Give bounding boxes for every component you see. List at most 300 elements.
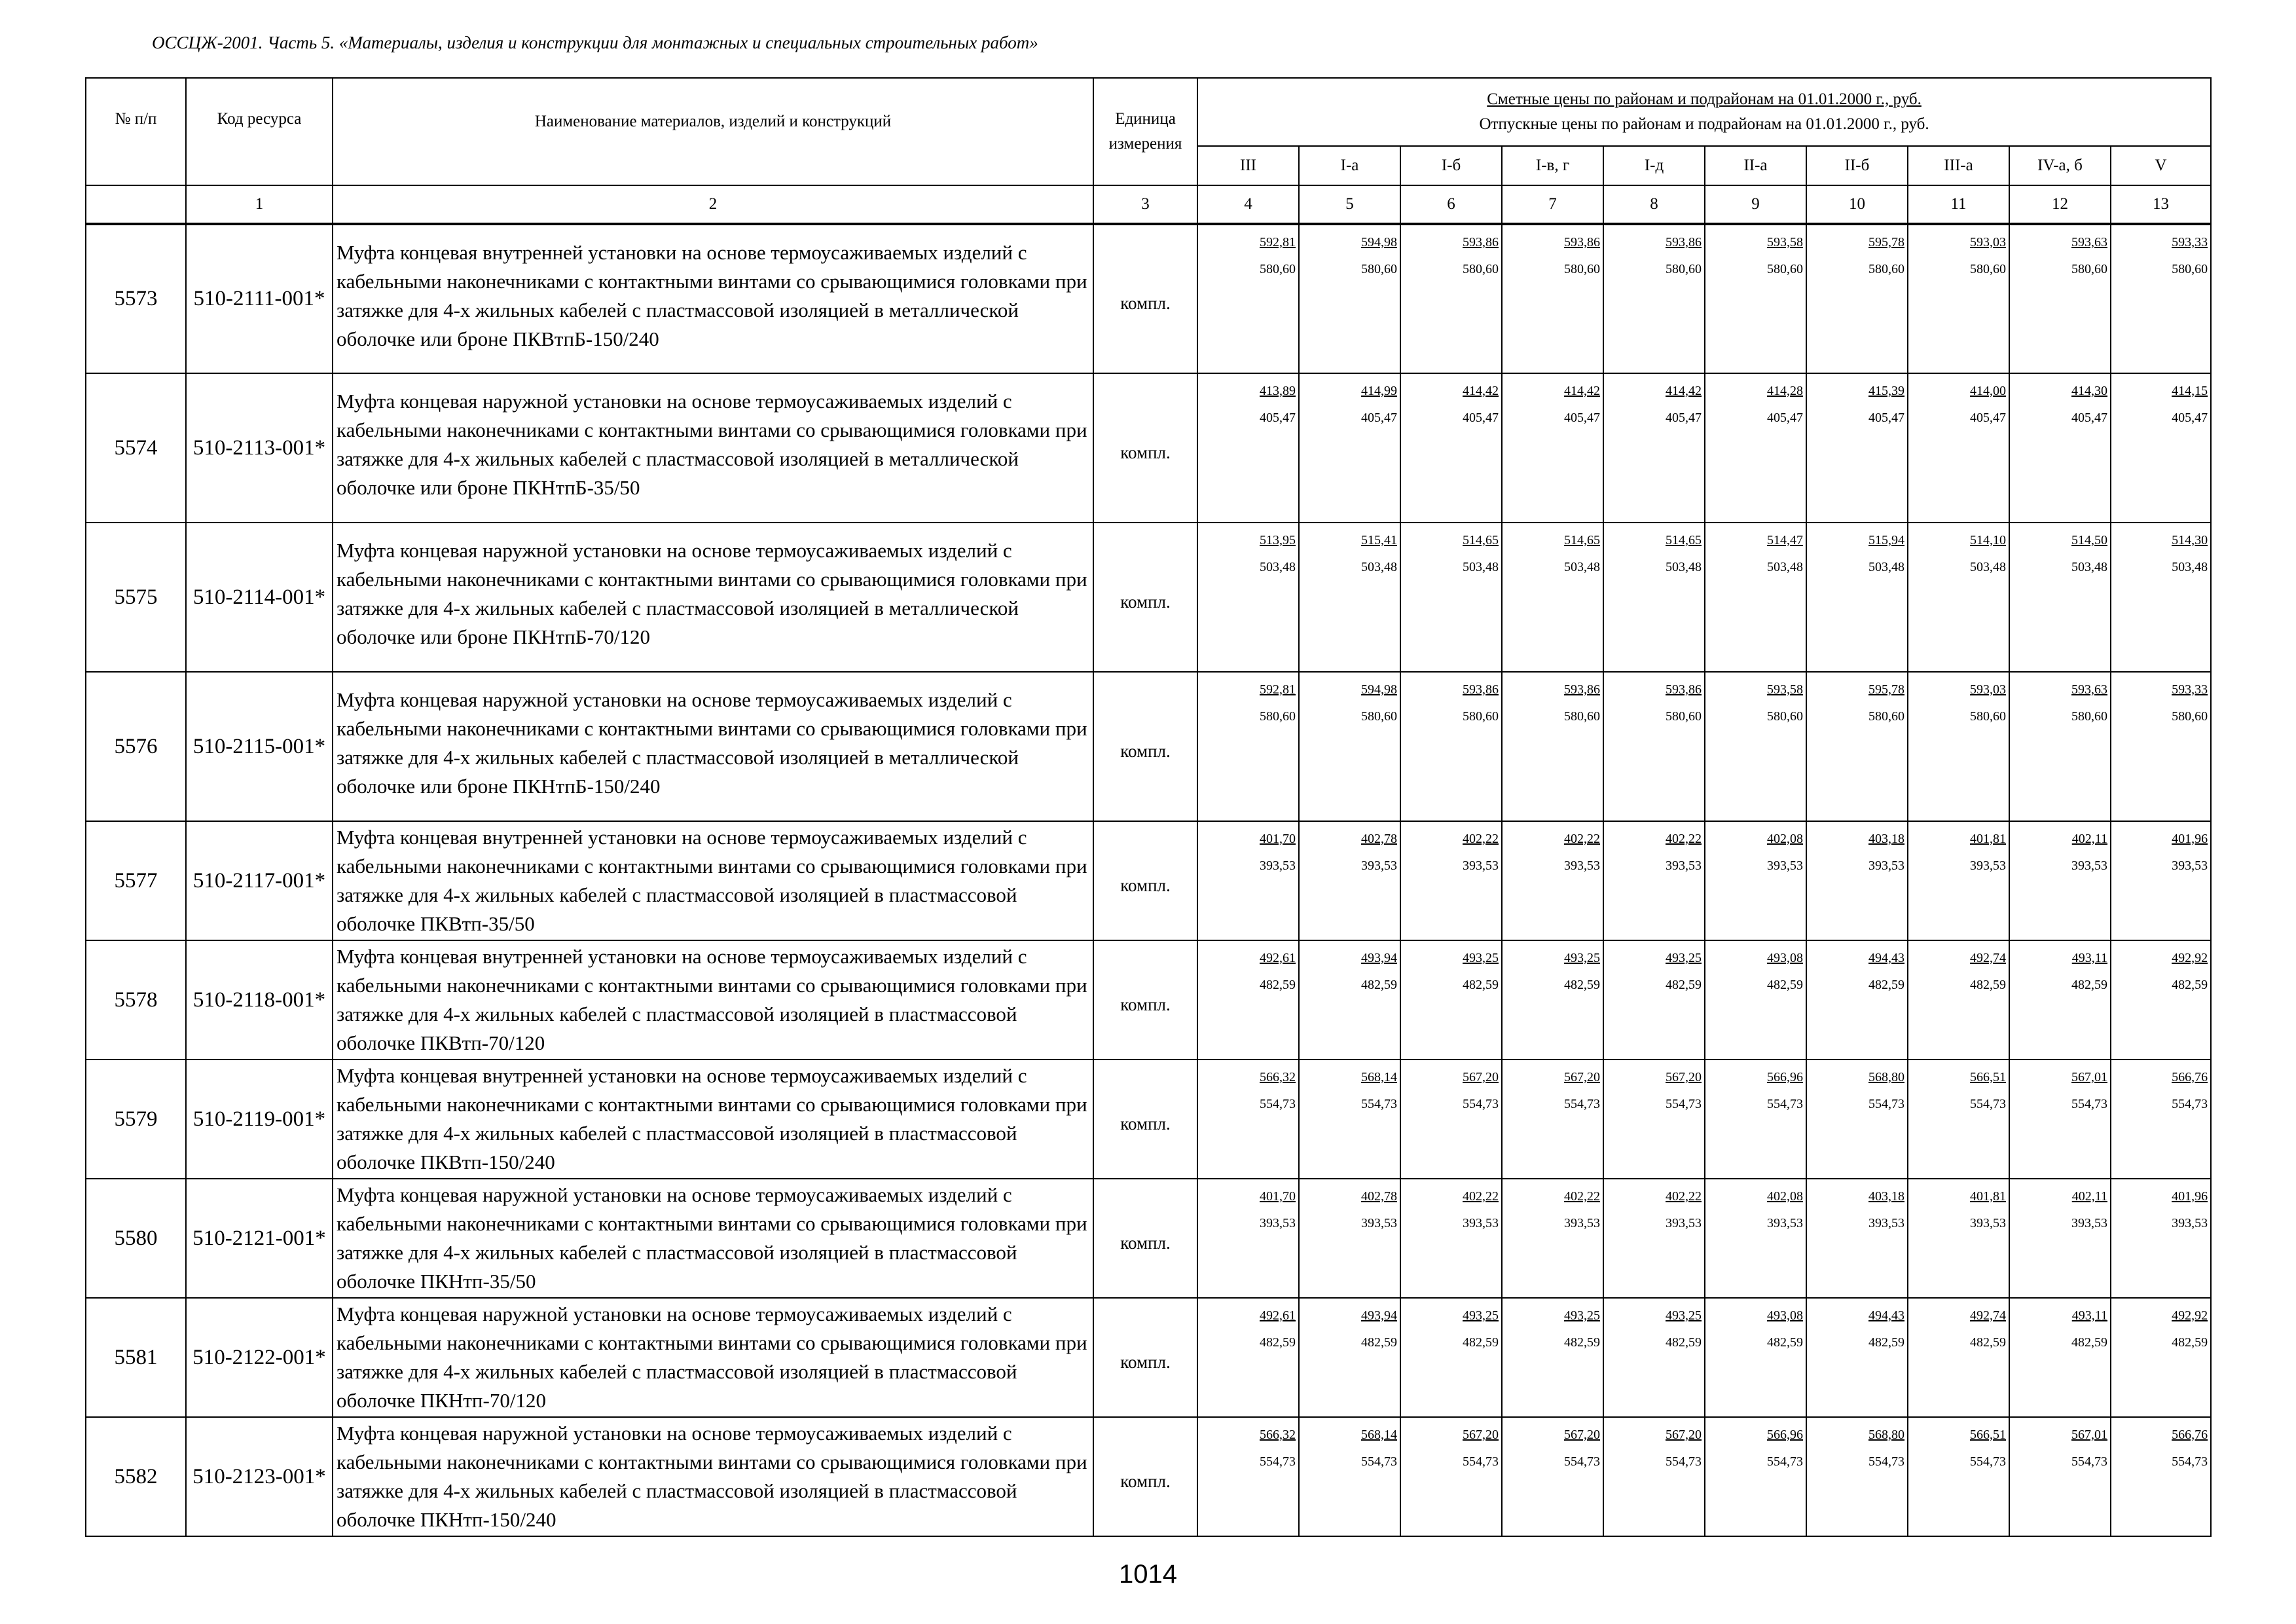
table-row — [86, 821, 2211, 940]
release-price: 405,47 — [1564, 411, 1600, 425]
price-cell — [1603, 1179, 1705, 1298]
estimate-price: 493,08 — [1767, 1308, 1803, 1323]
release-price: 393,53 — [2172, 1216, 2208, 1230]
column-number: 3 — [1093, 185, 1197, 224]
price-cell — [1908, 523, 2009, 672]
resource-code: 510-2122-001* — [186, 1298, 333, 1417]
price-cell — [1502, 1179, 1603, 1298]
estimate-price: 402,08 — [1767, 1189, 1803, 1204]
release-price: 503,48 — [2172, 560, 2208, 574]
estimate-price: 492,92 — [2172, 951, 2208, 965]
column-number: 6 — [1400, 185, 1502, 224]
price-cell — [1705, 523, 1806, 672]
price-cell — [2009, 1179, 2111, 1298]
estimate-price: 566,76 — [2172, 1070, 2208, 1084]
release-price: 405,47 — [2071, 411, 2107, 425]
row-number: 5574 — [86, 373, 186, 523]
price-cell — [1705, 821, 1806, 940]
release-price: 580,60 — [1666, 709, 1702, 724]
material-name: Муфта концевая наружной установки на основе термоусаживаемых изделий с кабельными наконечниками с контактными винтами со срывающимися головками при затяжке для 4-х жильных кабелей с пластмассовой изоляцией в металлической оболочке или броне ПКНтпБ-70/120 — [333, 523, 1093, 672]
release-price: 482,59 — [1970, 978, 2006, 992]
table-row — [86, 373, 2211, 523]
col-header-prices — [1197, 78, 2211, 146]
price-cell — [1197, 672, 1299, 821]
table-row — [86, 523, 2211, 672]
release-price: 503,48 — [1564, 560, 1600, 574]
release-price: 580,60 — [1666, 262, 1702, 276]
release-price: 580,60 — [1463, 262, 1499, 276]
price-cell — [1806, 940, 1908, 1060]
release-price: 554,73 — [1868, 1097, 1904, 1111]
price-cell — [1299, 1179, 1400, 1298]
material-name: Муфта концевая наружной установки на основе термоусаживаемых изделий с кабельными наконечниками с контактными винтами со срывающимися головками при затяжке для 4-х жильных кабелей с пластмассовой изоляцией в металлической оболочке или броне ПКНтпБ-35/50 — [333, 373, 1093, 523]
estimate-price: 568,14 — [1361, 1428, 1397, 1442]
estimate-price: 413,89 — [1260, 384, 1296, 398]
estimate-price: 567,20 — [1666, 1070, 1702, 1084]
release-price: 393,53 — [1868, 1216, 1904, 1230]
release-price: 393,53 — [1260, 1216, 1296, 1230]
estimate-price: 593,58 — [1767, 235, 1803, 249]
estimate-price: 514,65 — [1463, 533, 1499, 547]
price-cell — [1197, 523, 1299, 672]
release-price: 580,60 — [1767, 262, 1803, 276]
estimate-price: 593,86 — [1463, 682, 1499, 697]
price-cell — [1502, 940, 1603, 1060]
release-price: 554,73 — [1970, 1454, 2006, 1469]
estimate-price: 492,74 — [1970, 1308, 2006, 1323]
price-cell — [1705, 940, 1806, 1060]
table-row — [86, 1417, 2211, 1536]
col-header-prices-estimate: Сметные цены по районам и подрайонам на 01.01.2000 г., руб. — [1487, 90, 1922, 108]
estimate-price: 567,20 — [1463, 1070, 1499, 1084]
estimate-price: 514,10 — [1970, 533, 2006, 547]
unit-of-measure: компл. — [1093, 821, 1197, 940]
material-name: Муфта концевая наружной установки на основе термоусаживаемых изделий с кабельными наконечниками с контактными винтами со срывающимися головками при затяжке для 4-х жильных кабелей с пластмассовой изоляцией в пластмассовой оболочке ПКНтп-35/50 — [333, 1179, 1093, 1298]
release-price: 393,53 — [1970, 858, 2006, 873]
release-price: 503,48 — [1260, 560, 1296, 574]
release-price: 554,73 — [1564, 1454, 1600, 1469]
estimate-price: 493,25 — [1463, 951, 1499, 965]
price-cell — [1603, 373, 1705, 523]
release-price: 405,47 — [2172, 411, 2208, 425]
price-cell — [1603, 224, 1705, 373]
release-price: 482,59 — [1463, 1335, 1499, 1350]
price-cell — [1299, 373, 1400, 523]
price-cell — [1400, 821, 1502, 940]
region-header: I-д — [1603, 146, 1705, 185]
row-number: 5579 — [86, 1060, 186, 1179]
estimate-price: 593,03 — [1970, 682, 2006, 697]
price-cell — [1705, 1179, 1806, 1298]
resource-code: 510-2117-001* — [186, 821, 333, 940]
estimate-price: 402,22 — [1463, 832, 1499, 846]
row-number: 5578 — [86, 940, 186, 1060]
price-cell — [1705, 1298, 1806, 1417]
column-number-empty — [86, 185, 186, 224]
price-cell — [2009, 1298, 2111, 1417]
price-cell — [1502, 1417, 1603, 1536]
region-header: I-а — [1299, 146, 1400, 185]
price-cell — [1603, 672, 1705, 821]
price-cell — [2111, 940, 2211, 1060]
resource-code: 510-2118-001* — [186, 940, 333, 1060]
table-row — [86, 672, 2211, 821]
release-price: 580,60 — [1361, 262, 1397, 276]
release-price: 580,60 — [1564, 262, 1600, 276]
release-price: 405,47 — [1970, 411, 2006, 425]
unit-of-measure: компл. — [1093, 523, 1197, 672]
release-price: 580,60 — [1970, 709, 2006, 724]
price-cell — [1299, 821, 1400, 940]
region-header: II-а — [1705, 146, 1806, 185]
estimate-price: 415,39 — [1868, 384, 1904, 398]
price-cell — [1603, 1298, 1705, 1417]
release-price: 554,73 — [1463, 1454, 1499, 1469]
release-price: 405,47 — [1361, 411, 1397, 425]
release-price: 554,73 — [2071, 1097, 2107, 1111]
material-name: Муфта концевая внутренней установки на основе термоусаживаемых изделий с кабельными наконечниками с контактными винтами со срывающимися головками при затяжке для 4-х жильных кабелей с пластмассовой изоляцией в пластмассовой оболочке ПКВтп-70/120 — [333, 940, 1093, 1060]
col-header-unit — [1093, 78, 1197, 185]
price-cell — [1400, 1298, 1502, 1417]
price-cell — [1806, 523, 1908, 672]
release-price: 580,60 — [1260, 709, 1296, 724]
estimate-price: 493,94 — [1361, 1308, 1397, 1323]
estimate-price: 566,96 — [1767, 1428, 1803, 1442]
estimate-price: 493,08 — [1767, 951, 1803, 965]
price-cell — [1806, 1179, 1908, 1298]
price-cell — [1908, 1179, 2009, 1298]
price-cell — [1603, 940, 1705, 1060]
estimate-price: 593,86 — [1564, 235, 1600, 249]
price-cell — [2009, 373, 2111, 523]
release-price: 393,53 — [1463, 858, 1499, 873]
estimate-price: 567,01 — [2071, 1070, 2107, 1084]
row-number: 5582 — [86, 1417, 186, 1536]
release-price: 393,53 — [1564, 1216, 1600, 1230]
estimate-price: 515,41 — [1361, 533, 1397, 547]
release-price: 482,59 — [2172, 1335, 2208, 1350]
price-cell — [1908, 672, 2009, 821]
price-cell — [1197, 1179, 1299, 1298]
price-cell — [1299, 523, 1400, 672]
estimate-price: 414,15 — [2172, 384, 2208, 398]
column-number: 4 — [1197, 185, 1299, 224]
table-body — [86, 224, 2211, 1536]
release-price: 554,73 — [1361, 1097, 1397, 1111]
resource-code: 510-2123-001* — [186, 1417, 333, 1536]
row-number: 5575 — [86, 523, 186, 672]
price-cell — [1806, 1298, 1908, 1417]
estimate-price: 492,61 — [1260, 951, 1296, 965]
price-cell — [1400, 1417, 1502, 1536]
price-cell — [1908, 940, 2009, 1060]
material-name: Муфта концевая наружной установки на основе термоусаживаемых изделий с кабельными наконечниками с контактными винтами со срывающимися головками при затяжке для 4-х жильных кабелей с пластмассовой изоляцией в пластмассовой оболочке ПКНтп-150/240 — [333, 1417, 1093, 1536]
price-cell — [1806, 224, 1908, 373]
release-price: 554,73 — [1970, 1097, 2006, 1111]
resource-code: 510-2119-001* — [186, 1060, 333, 1179]
price-cell — [1502, 1298, 1603, 1417]
column-number: 2 — [333, 185, 1093, 224]
estimate-price: 402,22 — [1564, 1189, 1600, 1204]
estimate-price: 414,42 — [1564, 384, 1600, 398]
estimate-price: 493,25 — [1666, 951, 1702, 965]
estimate-price: 493,11 — [2071, 951, 2107, 965]
release-price: 482,59 — [1868, 978, 1904, 992]
estimate-price: 492,74 — [1970, 951, 2006, 965]
release-price: 554,73 — [1767, 1097, 1803, 1111]
row-number: 5576 — [86, 672, 186, 821]
release-price: 482,59 — [1564, 1335, 1600, 1350]
estimate-price: 566,96 — [1767, 1070, 1803, 1084]
estimate-price: 402,22 — [1666, 1189, 1702, 1204]
price-cell — [1400, 224, 1502, 373]
price-cell — [1502, 224, 1603, 373]
release-price: 393,53 — [1260, 858, 1296, 873]
column-number: 11 — [1908, 185, 2009, 224]
estimate-price: 592,81 — [1260, 235, 1296, 249]
price-cell — [1806, 373, 1908, 523]
price-cell — [1603, 1060, 1705, 1179]
release-price: 482,59 — [2172, 978, 2208, 992]
price-cell — [1603, 1417, 1705, 1536]
price-cell — [2111, 672, 2211, 821]
release-price: 482,59 — [2071, 978, 2107, 992]
estimate-price: 493,25 — [1564, 951, 1600, 965]
estimate-price: 567,20 — [1463, 1428, 1499, 1442]
price-cell — [1197, 1417, 1299, 1536]
release-price: 482,59 — [1666, 978, 1702, 992]
release-price: 482,59 — [1666, 1335, 1702, 1350]
release-price: 503,48 — [2071, 560, 2107, 574]
estimate-price: 595,78 — [1868, 235, 1904, 249]
price-cell — [1400, 1179, 1502, 1298]
column-number: 8 — [1603, 185, 1705, 224]
region-header: I-в, г — [1502, 146, 1603, 185]
row-number: 5577 — [86, 821, 186, 940]
release-price: 393,53 — [1564, 858, 1600, 873]
release-price: 393,53 — [1868, 858, 1904, 873]
price-cell — [1197, 224, 1299, 373]
release-price: 393,53 — [2071, 1216, 2107, 1230]
estimate-price: 494,43 — [1868, 1308, 1904, 1323]
resource-code: 510-2115-001* — [186, 672, 333, 821]
document-header: ОССЦЖ-2001. Часть 5. «Материалы, изделия и конструкции для монтажных и специальных строительных работ» — [152, 33, 1038, 52]
price-cell — [1908, 224, 2009, 373]
estimate-price: 401,96 — [2172, 1189, 2208, 1204]
release-price: 482,59 — [1361, 1335, 1397, 1350]
table-row — [86, 1060, 2211, 1179]
price-cell — [1400, 1060, 1502, 1179]
price-cell — [1908, 1060, 2009, 1179]
release-price: 393,53 — [1970, 1216, 2006, 1230]
release-price: 405,47 — [1260, 411, 1296, 425]
column-number: 12 — [2009, 185, 2111, 224]
release-price: 554,73 — [1260, 1097, 1296, 1111]
estimate-price: 515,94 — [1868, 533, 1904, 547]
resource-code: 510-2114-001* — [186, 523, 333, 672]
column-number: 10 — [1806, 185, 1908, 224]
page-number: 1014 — [1119, 1560, 1177, 1589]
column-number: 13 — [2111, 185, 2211, 224]
col-header-prices-release: Отпускные цены по районам и подрайонам на 01.01.2000 г., руб. — [1479, 115, 1929, 133]
region-header: V — [2111, 146, 2211, 185]
estimate-price: 593,86 — [1564, 682, 1600, 697]
estimate-price: 593,33 — [2172, 235, 2208, 249]
price-cell — [1502, 1060, 1603, 1179]
unit-of-measure: компл. — [1093, 672, 1197, 821]
release-price: 554,73 — [2172, 1097, 2208, 1111]
column-number: 7 — [1502, 185, 1603, 224]
estimate-price: 494,43 — [1868, 951, 1904, 965]
material-name: Муфта концевая наружной установки на основе термоусаживаемых изделий с кабельными наконечниками с контактными винтами со срывающимися головками при затяжке для 4-х жильных кабелей с пластмассовой изоляцией в пластмассовой оболочке ПКНтп-70/120 — [333, 1298, 1093, 1417]
price-cell — [1502, 373, 1603, 523]
col-header-code: Код ресурса — [186, 78, 333, 185]
region-header: II-б — [1806, 146, 1908, 185]
price-cell — [1299, 672, 1400, 821]
price-cell — [2009, 940, 2111, 1060]
release-price: 482,59 — [2071, 1335, 2107, 1350]
estimate-price: 568,14 — [1361, 1070, 1397, 1084]
price-cell — [2009, 523, 2111, 672]
table-row — [86, 1298, 2211, 1417]
estimate-price: 492,61 — [1260, 1308, 1296, 1323]
price-cell — [1908, 373, 2009, 523]
release-price: 554,73 — [2071, 1454, 2107, 1469]
estimate-price: 593,33 — [2172, 682, 2208, 697]
price-cell — [2009, 1060, 2111, 1179]
estimate-price: 567,20 — [1666, 1428, 1702, 1442]
estimate-price: 594,98 — [1361, 235, 1397, 249]
estimate-price: 514,47 — [1767, 533, 1803, 547]
unit-of-measure: компл. — [1093, 224, 1197, 373]
price-cell — [1502, 821, 1603, 940]
estimate-price: 593,63 — [2071, 682, 2107, 697]
release-price: 554,73 — [2172, 1454, 2208, 1469]
material-name: Муфта концевая наружной установки на основе термоусаживаемых изделий с кабельными наконечниками с контактными винтами со срывающимися головками при затяжке для 4-х жильных кабелей с пластмассовой изоляцией в металлической оболочке или броне ПКНтпБ-150/240 — [333, 672, 1093, 821]
col-header-number: № п/п — [86, 78, 186, 185]
material-name: Муфта концевая внутренней установки на основе термоусаживаемых изделий с кабельными наконечниками с контактными винтами со срывающимися головками при затяжке для 4-х жильных кабелей с пластмассовой изоляцией в металлической оболочке или броне ПКВтпБ-150/240 — [333, 224, 1093, 373]
estimate-price: 514,65 — [1564, 533, 1600, 547]
price-cell — [1299, 224, 1400, 373]
estimate-price: 414,28 — [1767, 384, 1803, 398]
release-price: 580,60 — [1970, 262, 2006, 276]
price-cell — [2111, 1060, 2211, 1179]
unit-of-measure: компл. — [1093, 1298, 1197, 1417]
release-price: 503,48 — [1767, 560, 1803, 574]
table-row — [86, 940, 2211, 1060]
price-cell — [1806, 821, 1908, 940]
price-cell — [1400, 523, 1502, 672]
resource-code: 510-2113-001* — [186, 373, 333, 523]
release-price: 554,73 — [1868, 1454, 1904, 1469]
estimate-price: 566,51 — [1970, 1070, 2006, 1084]
release-price: 482,59 — [1767, 1335, 1803, 1350]
col-header-unit-line1: Единица — [1115, 110, 1176, 128]
estimate-price: 402,22 — [1666, 832, 1702, 846]
release-price: 393,53 — [1666, 1216, 1702, 1230]
price-cell — [2111, 1298, 2211, 1417]
price-cell — [1400, 373, 1502, 523]
column-number: 9 — [1705, 185, 1806, 224]
estimate-price: 568,80 — [1868, 1428, 1904, 1442]
resource-code: 510-2121-001* — [186, 1179, 333, 1298]
estimate-price: 414,00 — [1970, 384, 2006, 398]
region-header: I-б — [1400, 146, 1502, 185]
release-price: 482,59 — [1260, 1335, 1296, 1350]
estimate-price: 402,22 — [1564, 832, 1600, 846]
release-price: 503,48 — [1463, 560, 1499, 574]
column-number-row — [86, 185, 2211, 224]
estimate-price: 414,42 — [1666, 384, 1702, 398]
release-price: 393,53 — [2172, 858, 2208, 873]
row-number: 5573 — [86, 224, 186, 373]
price-cell — [1705, 1060, 1806, 1179]
estimate-price: 592,81 — [1260, 682, 1296, 697]
release-price: 482,59 — [1260, 978, 1296, 992]
price-cell — [1400, 940, 1502, 1060]
price-cell — [1299, 1060, 1400, 1179]
release-price: 554,73 — [1463, 1097, 1499, 1111]
table-row — [86, 224, 2211, 373]
column-number: 5 — [1299, 185, 1400, 224]
estimate-price: 402,22 — [1463, 1189, 1499, 1204]
price-cell — [1299, 1298, 1400, 1417]
estimate-price: 414,42 — [1463, 384, 1499, 398]
material-name: Муфта концевая внутренней установки на основе термоусаживаемых изделий с кабельными наконечниками с контактными винтами со срывающимися головками при затяжке для 4-х жильных кабелей с пластмассовой изоляцией в пластмассовой оболочке ПКВтп-35/50 — [333, 821, 1093, 940]
estimate-price: 402,08 — [1767, 832, 1803, 846]
unit-of-measure: компл. — [1093, 1417, 1197, 1536]
estimate-price: 593,86 — [1666, 682, 1702, 697]
col-header-unit-line2: измерения — [1108, 135, 1182, 153]
price-cell — [2111, 1417, 2211, 1536]
price-table — [85, 77, 2212, 1537]
release-price: 405,47 — [1767, 411, 1803, 425]
release-price: 482,59 — [1564, 978, 1600, 992]
price-cell — [1908, 1417, 2009, 1536]
price-cell — [1806, 1060, 1908, 1179]
estimate-price: 414,99 — [1361, 384, 1397, 398]
release-price: 580,60 — [1361, 709, 1397, 724]
resource-code: 510-2111-001* — [186, 224, 333, 373]
estimate-price: 401,81 — [1970, 832, 2006, 846]
release-price: 482,59 — [1463, 978, 1499, 992]
region-header: IV-а, б — [2009, 146, 2111, 185]
estimate-price: 513,95 — [1260, 533, 1296, 547]
price-cell — [2009, 224, 2111, 373]
price-cell — [1502, 672, 1603, 821]
price-cell — [1400, 672, 1502, 821]
estimate-price: 566,32 — [1260, 1070, 1296, 1084]
estimate-price: 595,78 — [1868, 682, 1904, 697]
release-price: 482,59 — [1970, 1335, 2006, 1350]
estimate-price: 493,25 — [1666, 1308, 1702, 1323]
estimate-price: 514,65 — [1666, 533, 1702, 547]
estimate-price: 566,51 — [1970, 1428, 2006, 1442]
release-price: 503,48 — [1868, 560, 1904, 574]
estimate-price: 403,18 — [1868, 1189, 1904, 1204]
release-price: 405,47 — [1666, 411, 1702, 425]
release-price: 554,73 — [1260, 1454, 1296, 1469]
release-price: 580,60 — [2172, 709, 2208, 724]
price-cell — [1603, 523, 1705, 672]
release-price: 503,48 — [1361, 560, 1397, 574]
estimate-price: 403,18 — [1868, 832, 1904, 846]
price-cell — [1705, 224, 1806, 373]
estimate-price: 401,70 — [1260, 1189, 1296, 1204]
release-price: 580,60 — [1260, 262, 1296, 276]
price-cell — [2009, 821, 2111, 940]
price-cell — [2111, 821, 2211, 940]
